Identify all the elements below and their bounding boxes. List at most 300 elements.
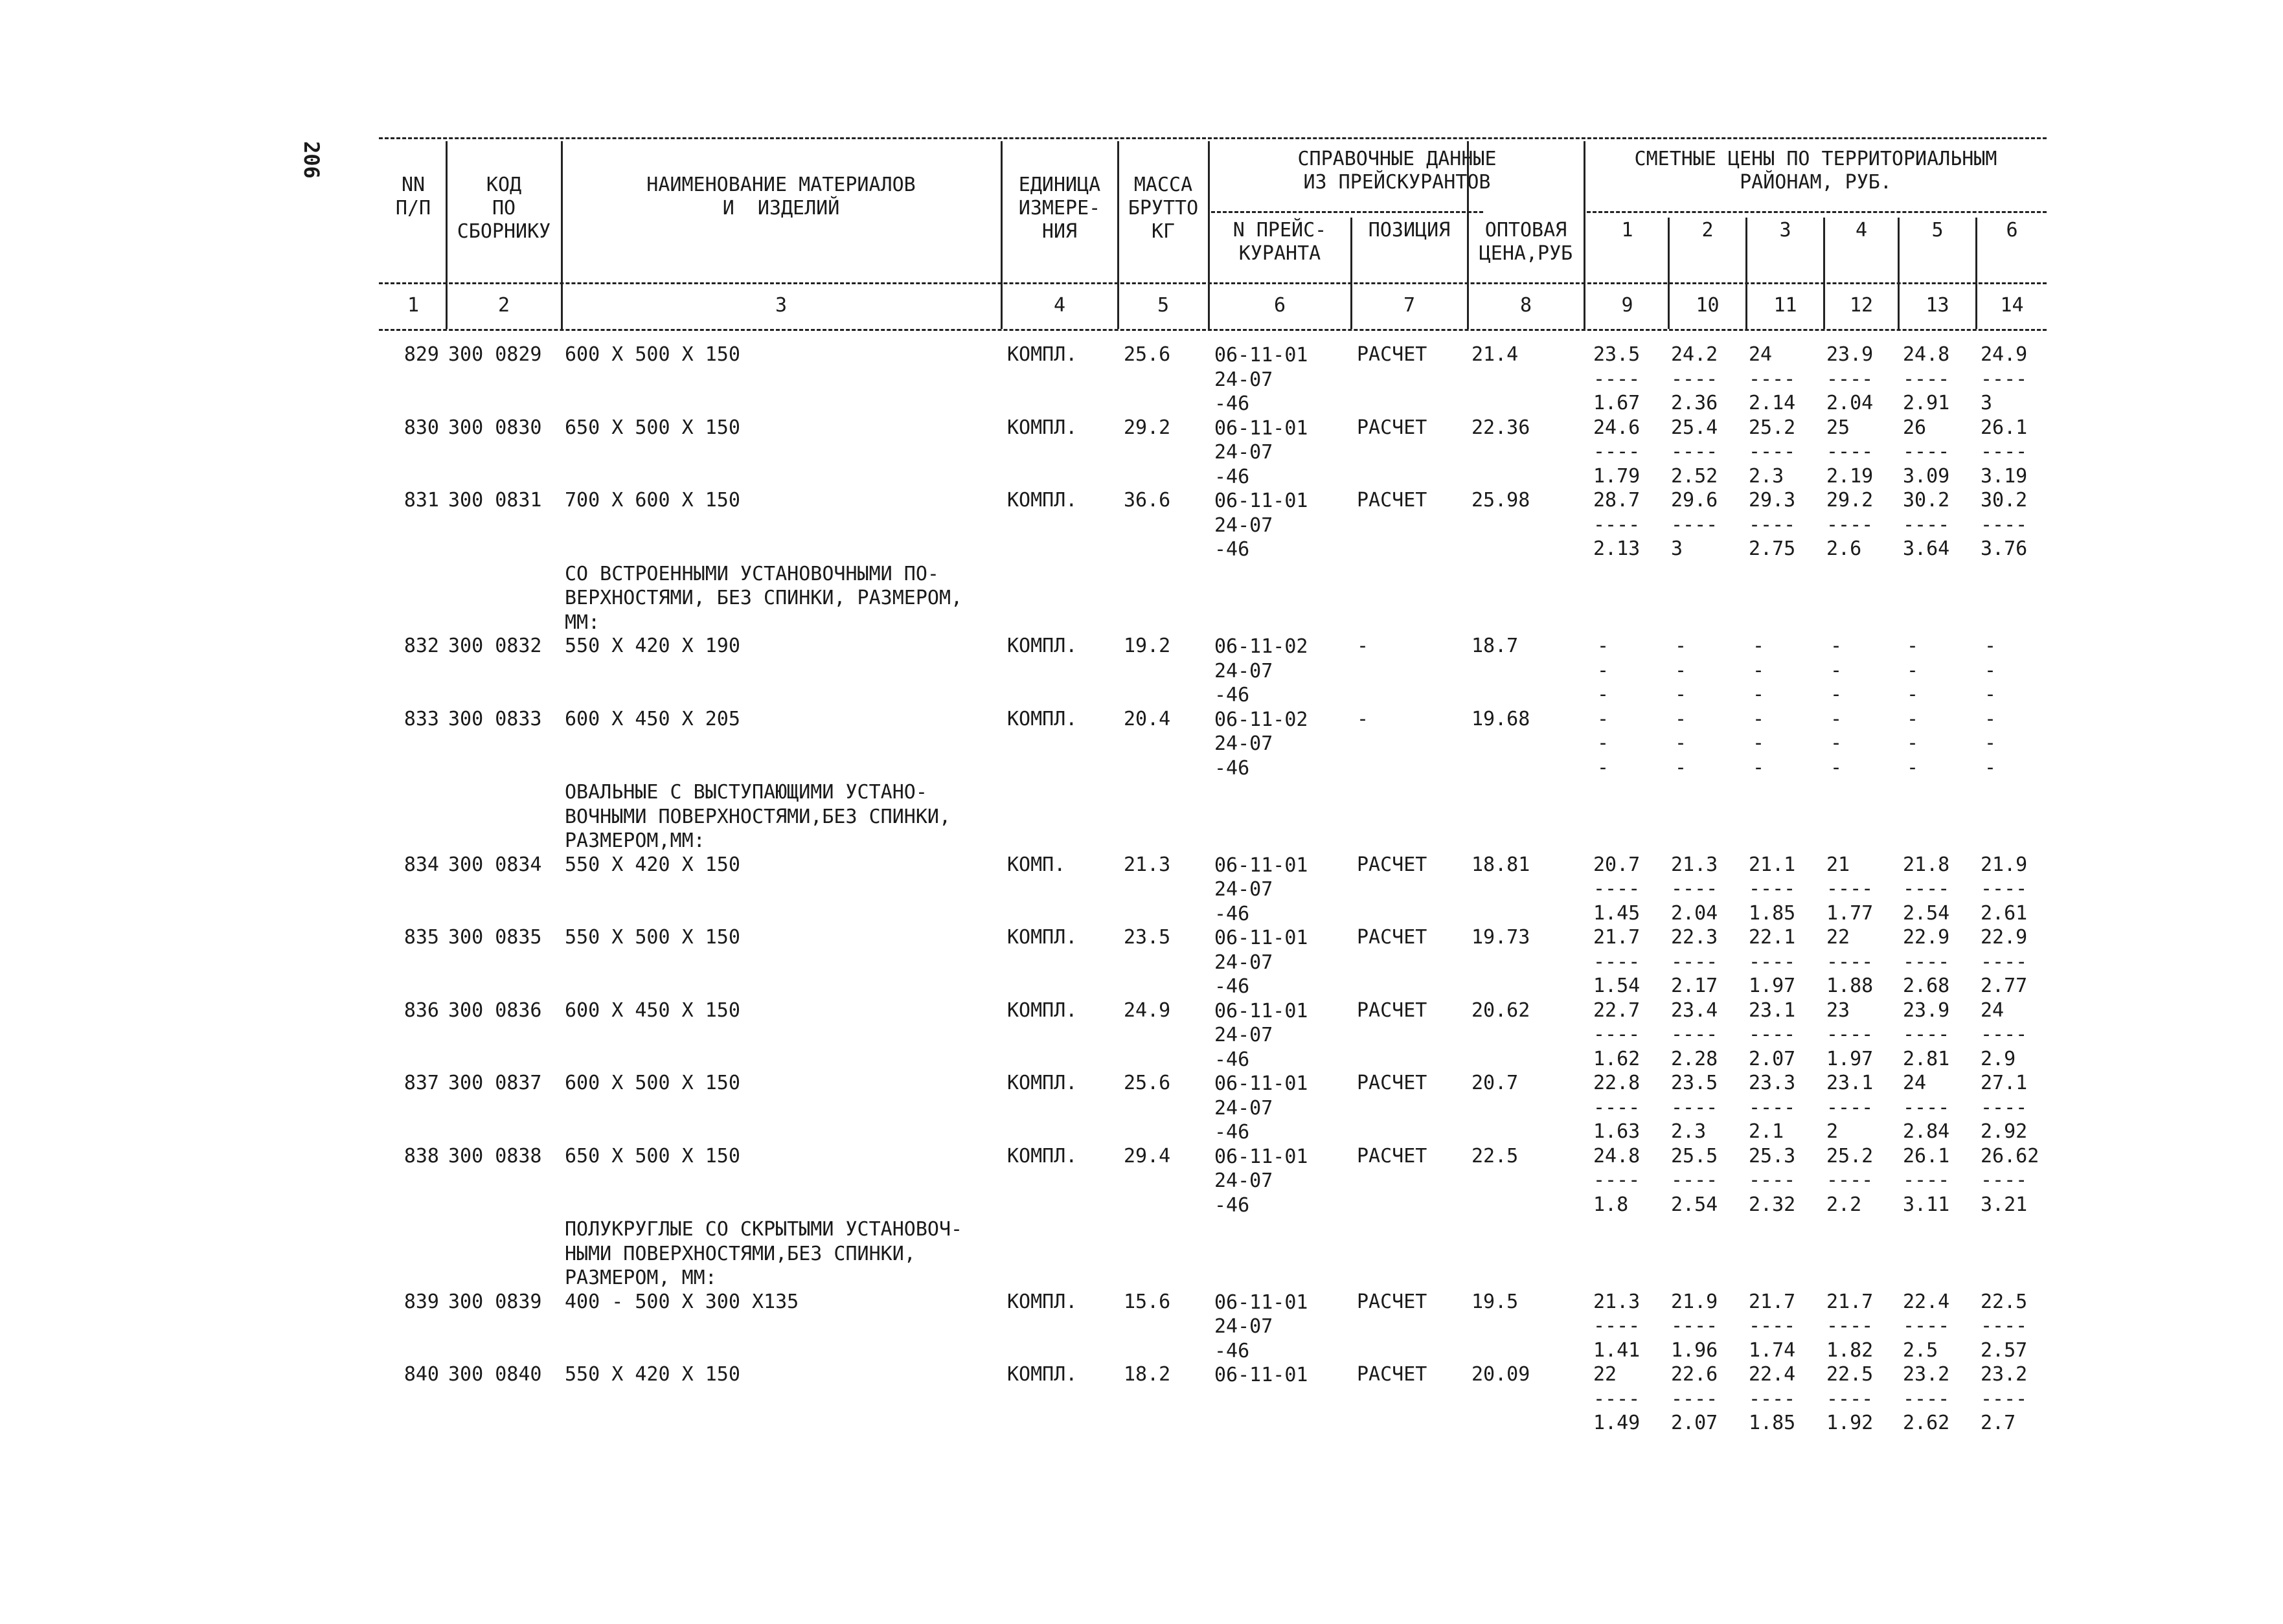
header-code: КОД ПО СБОРНИКУ xyxy=(457,174,551,243)
fraction-line: ---- xyxy=(1903,877,1950,900)
estimate-transport: 2 xyxy=(1826,1120,1839,1143)
estimate-price: 23.5 xyxy=(1671,1072,1718,1094)
estimate-price: 23.3 xyxy=(1749,1072,1796,1094)
fraction-line: ---- xyxy=(1981,1387,2028,1410)
dash-cell: - xyxy=(1907,756,1919,779)
row-mass: 29.2 xyxy=(1124,416,1171,439)
estimate-transport: 2.6 xyxy=(1826,537,1862,560)
row-mass: 19.2 xyxy=(1124,635,1171,657)
row-position: РАСЧЕТ xyxy=(1357,998,1427,1022)
row-pricelist: 06-11-01 24-07 -46 xyxy=(1214,1145,1308,1217)
row-name: 400 - 500 X 300 X135 xyxy=(565,1290,799,1313)
estimate-price: 25.2 xyxy=(1826,1144,1874,1167)
row-position: РАСЧЕТ xyxy=(1357,1290,1427,1313)
fraction-line: ---- xyxy=(1671,1387,1718,1410)
dash-cell: - xyxy=(1907,683,1919,706)
estimate-transport: 2.3 xyxy=(1671,1120,1707,1143)
estimate-transport: 1.96 xyxy=(1671,1338,1718,1362)
row-mass: 36.6 xyxy=(1124,489,1171,512)
fraction-line: ---- xyxy=(1903,367,1950,390)
fraction-line: ---- xyxy=(1593,1169,1641,1191)
row-number: 835 xyxy=(403,926,439,949)
row-code: 300 0837 xyxy=(448,1072,542,1094)
estimate-transport: 2.7 xyxy=(1981,1412,2016,1434)
dash-cell: - xyxy=(1753,732,1765,754)
fraction-line: ---- xyxy=(1903,513,1950,536)
estimate-price: 30.2 xyxy=(1981,489,2028,512)
row-position: - xyxy=(1357,635,1369,657)
column-number: 9 xyxy=(1621,294,1633,317)
region-header: 4 xyxy=(1855,219,1868,242)
row-mass: 21.3 xyxy=(1124,853,1171,876)
fraction-line: ---- xyxy=(1749,1023,1796,1046)
fraction-line: ---- xyxy=(1671,950,1718,973)
row-number: 832 xyxy=(403,635,439,657)
estimate-price: 22 xyxy=(1826,926,1850,949)
fraction-line: ---- xyxy=(1671,367,1718,390)
fraction-line: ---- xyxy=(1981,367,2028,390)
estimate-price: 24 xyxy=(1903,1072,1927,1094)
row-name: 600 X 500 X 150 xyxy=(565,1072,740,1094)
dash-cell: - xyxy=(1753,659,1765,682)
row-wholesale-price: 19.5 xyxy=(1471,1290,1519,1313)
fraction-line: ---- xyxy=(1671,1169,1718,1191)
estimate-price: 21.7 xyxy=(1593,926,1641,949)
fraction-line: ---- xyxy=(1903,1023,1950,1046)
row-number: 838 xyxy=(403,1144,439,1167)
fraction-line: ---- xyxy=(1826,950,1874,973)
dash-cell: - xyxy=(1984,635,1997,657)
estimate-price: 29.6 xyxy=(1671,489,1718,512)
estimate-transport: 2.92 xyxy=(1981,1120,2028,1143)
estimate-transport: 2.36 xyxy=(1671,392,1718,414)
dash-cell: - xyxy=(1597,683,1609,706)
estimate-price: 21.3 xyxy=(1593,1290,1641,1313)
estimate-price: 22.1 xyxy=(1749,926,1796,949)
fraction-line: ---- xyxy=(1826,1387,1874,1410)
estimate-price: 24.8 xyxy=(1903,343,1950,366)
estimate-transport: 2.28 xyxy=(1671,1047,1718,1070)
fraction-line: ---- xyxy=(1826,1096,1874,1119)
row-mass: 20.4 xyxy=(1124,707,1171,730)
section-heading: ОВАЛЬНЫЕ С ВЫСТУПАЮЩИМИ УСТАНО- ВОЧНЫМИ ПОВЕРХНОСТЯМИ,БЕЗ СПИНКИ, РАЗМЕРОМ,ММ: xyxy=(565,781,951,852)
fraction-line: ---- xyxy=(1981,1096,2028,1119)
section-heading: ПОЛУКРУГЛЫЕ СО СКРЫТЫМИ УСТАНОВОЧ- НЫМИ ПОВЕРХНОСТЯМИ,БЕЗ СПИНКИ, РАЗМЕРОМ, ММ: xyxy=(565,1218,963,1289)
row-wholesale-price: 20.09 xyxy=(1471,1363,1530,1386)
row-unit: КОМПЛ. xyxy=(1007,489,1078,512)
column-number: 6 xyxy=(1273,294,1286,317)
row-position: РАСЧЕТ xyxy=(1357,1363,1427,1386)
estimate-price: 23.2 xyxy=(1981,1363,2028,1386)
row-mass: 25.6 xyxy=(1124,1072,1171,1094)
dash-cell: - xyxy=(1984,683,1997,706)
estimate-transport: 2.61 xyxy=(1981,901,2028,925)
header-ref-group: СПРАВОЧНЫЕ ДАННЫЕ ИЗ ПРЕЙСКУРАНТОВ xyxy=(1297,148,1497,194)
row-name: 550 X 420 X 190 xyxy=(565,635,740,657)
estimate-transport: 1.92 xyxy=(1826,1412,1874,1434)
header-wholesale-price: ОПТОВАЯ ЦЕНА,РУБ xyxy=(1479,219,1573,265)
fraction-line: ---- xyxy=(1593,440,1641,463)
row-pricelist: 06-11-01 24-07 -46 xyxy=(1214,416,1308,488)
estimate-price: 21.9 xyxy=(1981,853,2028,876)
dash-cell: - xyxy=(1675,707,1687,730)
estimate-transport: 2.9 xyxy=(1981,1047,2016,1070)
row-code: 300 0838 xyxy=(448,1144,542,1167)
estimate-transport: 2.54 xyxy=(1671,1193,1718,1216)
estimate-transport: 1.8 xyxy=(1593,1193,1629,1216)
column-number: 11 xyxy=(1773,294,1797,317)
fraction-line: ---- xyxy=(1826,1023,1874,1046)
estimate-price: 23.9 xyxy=(1903,998,1950,1022)
fraction-line: ---- xyxy=(1749,1387,1796,1410)
dash-cell: - xyxy=(1907,659,1919,682)
ref-group-rule xyxy=(1211,211,1483,213)
estimate-price: 22.5 xyxy=(1826,1363,1874,1386)
estimate-transport: 1.97 xyxy=(1826,1047,1874,1070)
dash-cell: - xyxy=(1753,635,1765,657)
estimate-transport: 2.84 xyxy=(1903,1120,1950,1143)
dash-cell: - xyxy=(1984,732,1997,754)
estimate-transport: 2.68 xyxy=(1903,975,1950,997)
fraction-line: ---- xyxy=(1981,513,2028,536)
estimate-transport: 2.13 xyxy=(1593,537,1641,560)
fraction-line: ---- xyxy=(1749,1096,1796,1119)
header-price-group: СМЕТНЫЕ ЦЕНЫ ПО ТЕРРИТОРИАЛЬНЫМ РАЙОНАМ, РУБ. xyxy=(1634,148,1997,194)
row-pricelist: 06-11-02 24-07 -46 xyxy=(1214,708,1308,780)
estimate-transport: 2.14 xyxy=(1749,392,1796,414)
fraction-line: ---- xyxy=(1671,1314,1718,1337)
header-pricelist-no: N ПРЕЙС- КУРАНТА xyxy=(1232,219,1327,265)
row-position: - xyxy=(1357,707,1369,730)
row-wholesale-price: 18.7 xyxy=(1471,635,1519,657)
region-header: 5 xyxy=(1931,219,1944,242)
estimate-transport: 3.21 xyxy=(1981,1193,2028,1216)
dash-cell: - xyxy=(1984,659,1997,682)
row-pricelist: 06-11-01 24-07 -46 xyxy=(1214,344,1308,415)
dash-cell: - xyxy=(1984,756,1997,779)
estimate-price: 25.4 xyxy=(1671,416,1718,439)
estimate-transport: 2.5 xyxy=(1903,1338,1938,1362)
dash-cell: - xyxy=(1984,707,1997,730)
row-unit: КОМПЛ. xyxy=(1007,343,1078,366)
dash-cell: - xyxy=(1753,683,1765,706)
row-position: РАСЧЕТ xyxy=(1357,416,1427,439)
estimate-transport: 3.09 xyxy=(1903,464,1950,488)
header-unit: ЕДИНИЦА ИЗМЕРЕ- НИЯ xyxy=(1018,174,1101,243)
estimate-transport: 1.54 xyxy=(1593,975,1641,997)
estimate-transport: 2.77 xyxy=(1981,975,2028,997)
row-name: 600 X 450 X 205 xyxy=(565,707,740,730)
row-wholesale-price: 18.81 xyxy=(1471,853,1530,876)
estimate-price: 22.3 xyxy=(1671,926,1718,949)
estimate-transport: 2.3 xyxy=(1749,464,1784,488)
estimate-price: 29.3 xyxy=(1749,489,1796,512)
estimate-price: 29.2 xyxy=(1826,489,1874,512)
estimate-price: 26 xyxy=(1903,416,1927,439)
column-number: 10 xyxy=(1696,294,1720,317)
row-mass: 15.6 xyxy=(1124,1290,1171,1313)
row-wholesale-price: 21.4 xyxy=(1471,343,1519,366)
row-position: РАСЧЕТ xyxy=(1357,1072,1427,1094)
row-pricelist: 06-11-01 24-07 -46 xyxy=(1214,999,1308,1071)
fraction-line: ---- xyxy=(1749,1169,1796,1191)
row-mass: 23.5 xyxy=(1124,926,1171,949)
estimate-price: 21.3 xyxy=(1671,853,1718,876)
estimate-price: 22.4 xyxy=(1749,1363,1796,1386)
estimate-price: 23.2 xyxy=(1903,1363,1950,1386)
estimate-price: 24.9 xyxy=(1981,343,2028,366)
estimate-price: 21.7 xyxy=(1749,1290,1796,1313)
dash-cell: - xyxy=(1675,635,1687,657)
estimate-price: 24.8 xyxy=(1593,1144,1641,1167)
section-heading: СО ВСТРОЕННЫМИ УСТАНОВОЧНЫМИ ПО- ВЕРХНОСТЯМИ, БЕЗ СПИНКИ, РАЗМЕРОМ, ММ: xyxy=(565,562,963,634)
row-wholesale-price: 22.5 xyxy=(1471,1144,1519,1167)
dash-cell: - xyxy=(1597,635,1609,657)
dash-cell: - xyxy=(1830,635,1843,657)
fraction-line: ---- xyxy=(1826,1314,1874,1337)
dash-cell: - xyxy=(1597,659,1609,682)
fraction-line: ---- xyxy=(1593,1387,1641,1410)
estimate-transport: 2.62 xyxy=(1903,1412,1950,1434)
estimate-transport: 1.74 xyxy=(1749,1338,1796,1362)
dash-cell: - xyxy=(1597,732,1609,754)
estimate-price: 21 xyxy=(1826,853,1850,876)
estimate-transport: 1.45 xyxy=(1593,901,1641,925)
row-name: 600 X 500 X 150 xyxy=(565,343,740,366)
column-number: 2 xyxy=(497,294,510,317)
row-name: 550 X 420 X 150 xyxy=(565,1363,740,1386)
column-number: 8 xyxy=(1519,294,1532,317)
fraction-line: ---- xyxy=(1749,950,1796,973)
estimate-price: 25.3 xyxy=(1749,1144,1796,1167)
estimate-transport: 2.17 xyxy=(1671,975,1718,997)
row-number: 830 xyxy=(403,416,439,439)
estimate-transport: 2.32 xyxy=(1749,1193,1796,1216)
estimate-transport: 2.91 xyxy=(1903,392,1950,414)
region-header: 6 xyxy=(2006,219,2018,242)
estimate-transport: 3 xyxy=(1981,392,1993,414)
row-code: 300 0835 xyxy=(448,926,542,949)
row-code: 300 0836 xyxy=(448,998,542,1022)
region-header: 3 xyxy=(1779,219,1791,242)
header-mass: МАССА БРУТТО КГ xyxy=(1128,174,1199,243)
estimate-transport: 2.07 xyxy=(1671,1412,1718,1434)
fraction-line: ---- xyxy=(1671,1023,1718,1046)
fraction-line: ---- xyxy=(1903,1169,1950,1191)
row-number: 836 xyxy=(403,998,439,1022)
row-pricelist: 06-11-01 24-07 -46 xyxy=(1214,927,1308,998)
dash-cell: - xyxy=(1907,732,1919,754)
estimate-price: 21.7 xyxy=(1826,1290,1874,1313)
fraction-line: ---- xyxy=(1981,1314,2028,1337)
header-name: НАИМЕНОВАНИЕ МАТЕРИАЛОВ И ИЗДЕЛИЙ xyxy=(646,174,916,220)
row-mass: 25.6 xyxy=(1124,343,1171,366)
estimate-transport: 2.07 xyxy=(1749,1047,1796,1070)
row-position: РАСЧЕТ xyxy=(1357,853,1427,876)
fraction-line: ---- xyxy=(1671,513,1718,536)
estimate-transport: 1.82 xyxy=(1826,1338,1874,1362)
row-unit: КОМПЛ. xyxy=(1007,416,1078,439)
row-position: РАСЧЕТ xyxy=(1357,1144,1427,1167)
fraction-line: ---- xyxy=(1749,1314,1796,1337)
fraction-line: ---- xyxy=(1903,1096,1950,1119)
estimate-price: 21.8 xyxy=(1903,853,1950,876)
dash-cell: - xyxy=(1597,707,1609,730)
row-number: 839 xyxy=(403,1290,439,1313)
row-unit: КОМПЛ. xyxy=(1007,1290,1078,1313)
column-number: 1 xyxy=(407,294,420,317)
estimate-price: 26.1 xyxy=(1981,416,2028,439)
column-number: 5 xyxy=(1157,294,1170,317)
row-wholesale-price: 19.73 xyxy=(1471,926,1530,949)
dash-cell: - xyxy=(1830,756,1843,779)
fraction-line: ---- xyxy=(1749,513,1796,536)
row-position: РАСЧЕТ xyxy=(1357,926,1427,949)
fraction-line: ---- xyxy=(1903,1314,1950,1337)
row-wholesale-price: 22.36 xyxy=(1471,416,1530,439)
fraction-line: ---- xyxy=(1749,877,1796,900)
row-unit: КОМПЛ. xyxy=(1007,707,1078,730)
row-unit: КОМПЛ. xyxy=(1007,1072,1078,1094)
estimate-transport: 2.54 xyxy=(1903,901,1950,925)
fraction-line: ---- xyxy=(1981,440,2028,463)
dash-cell: - xyxy=(1597,756,1609,779)
row-pricelist: 06-11-01 24-07 -46 xyxy=(1214,853,1308,925)
column-number: 4 xyxy=(1053,294,1066,317)
estimate-transport: 1.88 xyxy=(1826,975,1874,997)
estimate-price: 24 xyxy=(1981,998,2005,1022)
estimate-transport: 2.04 xyxy=(1826,392,1874,414)
estimate-price: 23 xyxy=(1826,998,1850,1022)
fraction-line: ---- xyxy=(1826,440,1874,463)
estimate-transport: 2.19 xyxy=(1826,464,1874,488)
estimate-price: 23.1 xyxy=(1826,1072,1874,1094)
estimate-price: 22.9 xyxy=(1981,926,2028,949)
estimate-price: 23.5 xyxy=(1593,343,1641,366)
estimate-price: 24.6 xyxy=(1593,416,1641,439)
row-unit: КОМПЛ. xyxy=(1007,998,1078,1022)
row-unit: КОМПЛ. xyxy=(1007,1363,1078,1386)
dash-cell: - xyxy=(1830,732,1843,754)
estimate-transport: 2.04 xyxy=(1671,901,1718,925)
header-rule-mid xyxy=(379,282,2047,284)
dash-cell: - xyxy=(1907,635,1919,657)
row-mass: 29.4 xyxy=(1124,1144,1171,1167)
fraction-line: ---- xyxy=(1903,950,1950,973)
fraction-line: ---- xyxy=(1981,1169,2028,1191)
row-number: 829 xyxy=(403,343,439,366)
row-wholesale-price: 19.68 xyxy=(1471,707,1530,730)
row-name: 650 X 500 X 150 xyxy=(565,1144,740,1167)
estimate-transport: 1.97 xyxy=(1749,975,1796,997)
row-code: 300 0840 xyxy=(448,1363,542,1386)
dash-cell: - xyxy=(1675,683,1687,706)
row-unit: КОМПЛ. xyxy=(1007,635,1078,657)
row-number: 840 xyxy=(403,1363,439,1386)
estimate-transport: 1.79 xyxy=(1593,464,1641,488)
row-code: 300 0829 xyxy=(448,343,542,366)
fraction-line: ---- xyxy=(1903,440,1950,463)
dash-cell: - xyxy=(1675,732,1687,754)
estimate-price: 23.9 xyxy=(1826,343,1874,366)
estimate-transport: 1.67 xyxy=(1593,392,1641,414)
estimate-transport: 1.77 xyxy=(1826,901,1874,925)
row-number: 834 xyxy=(403,853,439,876)
dash-cell: - xyxy=(1830,707,1843,730)
estimate-transport: 3.11 xyxy=(1903,1193,1950,1216)
dash-cell: - xyxy=(1675,659,1687,682)
fraction-line: ---- xyxy=(1749,367,1796,390)
dash-cell: - xyxy=(1830,683,1843,706)
row-pricelist: 06-11-01 24-07 -46 xyxy=(1214,490,1308,561)
row-code: 300 0839 xyxy=(448,1290,542,1313)
estimate-price: 25.5 xyxy=(1671,1144,1718,1167)
row-code: 300 0834 xyxy=(448,853,542,876)
row-code: 300 0833 xyxy=(448,707,542,730)
row-number: 837 xyxy=(403,1072,439,1094)
row-pricelist: 06-11-02 24-07 -46 xyxy=(1214,635,1308,706)
fraction-line: ---- xyxy=(1826,877,1874,900)
fraction-line: ---- xyxy=(1826,367,1874,390)
estimate-price: 21.9 xyxy=(1671,1290,1718,1313)
row-pricelist: 06-11-01 xyxy=(1214,1364,1308,1386)
estimate-transport: 2.52 xyxy=(1671,464,1718,488)
fraction-line: ---- xyxy=(1593,513,1641,536)
row-wholesale-price: 20.62 xyxy=(1471,998,1530,1022)
row-name: 550 X 420 X 150 xyxy=(565,853,740,876)
header-no: NN П/П xyxy=(395,174,431,220)
estimate-price: 22.8 xyxy=(1593,1072,1641,1094)
estimate-price: 21.1 xyxy=(1749,853,1796,876)
price-group-rule xyxy=(1587,211,2047,213)
estimate-transport: 2.57 xyxy=(1981,1338,2028,1362)
dash-cell: - xyxy=(1753,756,1765,779)
header-bottom-rule xyxy=(379,329,2047,331)
estimate-price: 20.7 xyxy=(1593,853,1641,876)
header-top-rule xyxy=(379,137,2047,139)
row-unit: КОМПЛ. xyxy=(1007,926,1078,949)
estimate-price: 24.2 xyxy=(1671,343,1718,366)
row-unit: КОМПЛ. xyxy=(1007,1144,1078,1167)
row-wholesale-price: 20.7 xyxy=(1471,1072,1519,1094)
fraction-line: ---- xyxy=(1593,1314,1641,1337)
fraction-line: ---- xyxy=(1593,1096,1641,1119)
fraction-line: ---- xyxy=(1903,1387,1950,1410)
fraction-line: ---- xyxy=(1671,440,1718,463)
fraction-line: ---- xyxy=(1826,1169,1874,1191)
dash-cell: - xyxy=(1753,707,1765,730)
estimate-price: 23.4 xyxy=(1671,998,1718,1022)
column-number: 14 xyxy=(2000,294,2024,317)
dash-cell: - xyxy=(1830,659,1843,682)
fraction-line: ---- xyxy=(1593,367,1641,390)
header-position: ПОЗИЦИЯ xyxy=(1368,219,1451,242)
estimate-price: 25 xyxy=(1826,416,1850,439)
row-code: 300 0831 xyxy=(448,489,542,512)
page-number: 206 xyxy=(299,141,324,179)
row-position: РАСЧЕТ xyxy=(1357,343,1427,366)
fraction-line: ---- xyxy=(1593,1023,1641,1046)
row-name: 550 X 500 X 150 xyxy=(565,926,740,949)
fraction-line: ---- xyxy=(1671,1096,1718,1119)
dash-cell: - xyxy=(1907,707,1919,730)
estimate-price: 22.6 xyxy=(1671,1363,1718,1386)
row-wholesale-price: 25.98 xyxy=(1471,489,1530,512)
column-number: 12 xyxy=(1849,294,1874,317)
estimate-transport: 1.62 xyxy=(1593,1047,1641,1070)
row-mass: 18.2 xyxy=(1124,1363,1171,1386)
column-number: 13 xyxy=(1925,294,1949,317)
